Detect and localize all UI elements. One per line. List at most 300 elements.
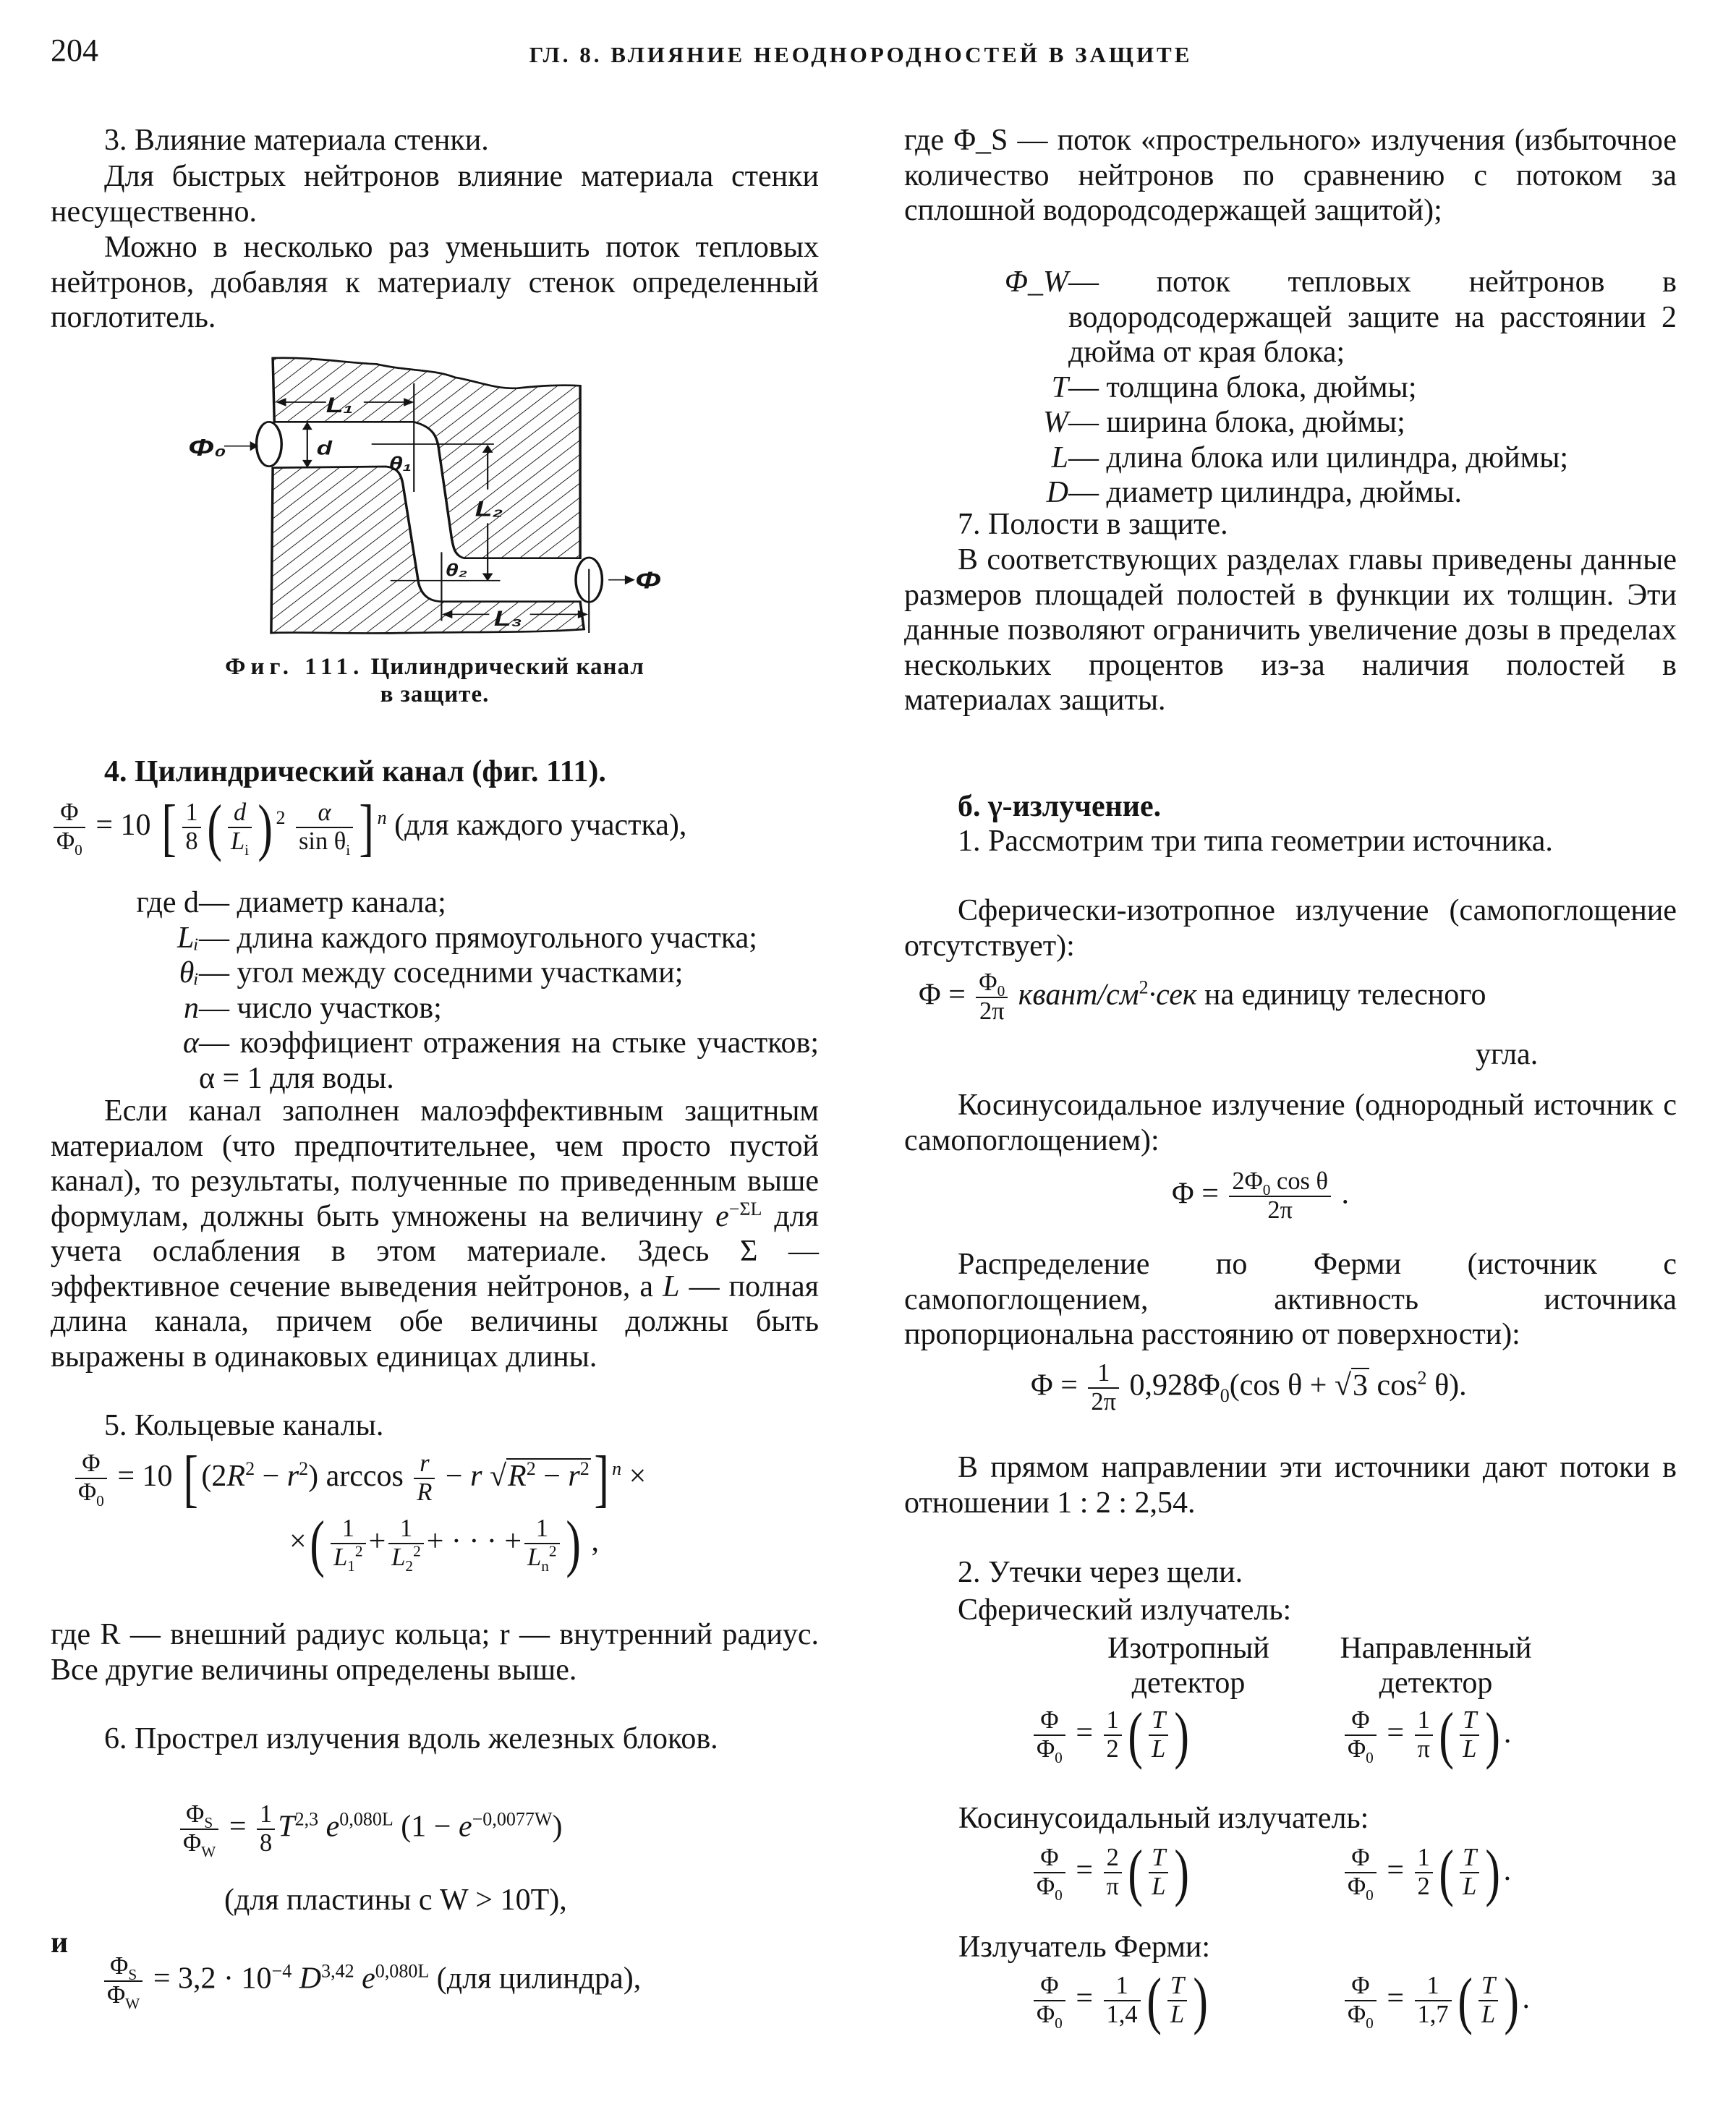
math-fraction <box>1034 1972 1065 2032</box>
math-superscript <box>276 807 285 828</box>
math-text: − <box>438 1459 471 1493</box>
math-text: 0,080L <box>339 1808 393 1830</box>
math-variable: L <box>1170 2001 1185 2029</box>
math-text: × <box>289 1524 307 1558</box>
math-text: S <box>204 1813 213 1831</box>
math-text: 8 <box>260 1829 273 1857</box>
math-text: Φ <box>186 1800 205 1828</box>
math-text: Φ <box>1037 1873 1055 1901</box>
paragraph-text: Можно в несколько раз уменьшить поток тепловых нейтронов, добавляя к материалу стенок определенный поглотитель. <box>51 231 819 334</box>
fraction-denominator <box>180 1829 218 1860</box>
def-text: — толщина блока, дюймы; <box>1068 370 1417 404</box>
math-bracket: ) <box>1504 1965 1520 2036</box>
formula-spherical-directional <box>1342 1700 1512 1771</box>
paragraph-text: Сферически-изотропное излучение (самопоглощение отсутствует): <box>904 894 1677 963</box>
fraction-denominator <box>1460 1736 1479 1763</box>
math-superscript <box>413 1543 421 1560</box>
section-5-after <box>51 1617 819 1687</box>
fraction-numerator <box>1034 1844 1065 1873</box>
math-subscript <box>1366 2014 1374 2032</box>
math-text: = 10 <box>109 1459 181 1493</box>
math-superscript <box>272 1961 292 1982</box>
math-text: Φ <box>78 1478 97 1507</box>
math-text: . <box>1503 1716 1512 1750</box>
math-subscript <box>204 1814 213 1831</box>
radicand <box>1351 1368 1369 1402</box>
math-text: (для цилиндра), <box>429 1962 642 1996</box>
fraction-numerator <box>54 799 85 828</box>
math-fraction <box>1345 1706 1377 1766</box>
isotropic-tail: угла. <box>1476 1038 1539 1071</box>
math-bracket: ) <box>1485 1700 1501 1771</box>
math-text: Φ <box>1348 1735 1366 1763</box>
ratio-paragraph <box>904 1450 1677 1520</box>
math-text: Φ <box>1037 2001 1055 2029</box>
radical-sign-icon: √ <box>489 1459 507 1493</box>
math-text: Φ <box>1348 2001 1366 2029</box>
math-text: cos θ <box>1270 1167 1329 1195</box>
fraction-denominator <box>1415 1736 1433 1763</box>
fraction-numerator <box>180 1801 218 1830</box>
def-text: — поток тепловых нейтронов в водородсодержащей защите на расстоянии 2 дюйма от края блока; <box>1068 265 1677 369</box>
math-variable: r <box>470 1459 482 1493</box>
math-subscript <box>1366 1886 1374 1904</box>
math-variable: R <box>417 1478 433 1507</box>
section-6-heading <box>51 1721 819 1757</box>
math-superscript <box>729 1199 762 1219</box>
math-bracket: ) <box>258 792 273 863</box>
def-text: — длина блока или цилиндра, дюймы; <box>1068 440 1569 474</box>
math-text: 2 <box>299 1457 309 1479</box>
math-variable: e <box>326 1810 340 1844</box>
math-subscript <box>1220 1385 1230 1406</box>
formula-fermi-directional <box>1342 1965 1530 2036</box>
radical-sign-icon: √ <box>1334 1369 1352 1402</box>
math-subscript <box>128 1966 137 1983</box>
math-text: 2 <box>548 1542 557 1560</box>
math-text: 1 <box>1097 1359 1110 1387</box>
fraction-denominator <box>388 1542 424 1575</box>
math-text: 0 <box>1262 1180 1271 1199</box>
math-text: −ΣL <box>728 1198 762 1219</box>
math-sqrt <box>1335 1368 1369 1402</box>
math-text: 0 <box>1366 1748 1374 1766</box>
fraction-numerator <box>1229 1168 1331 1197</box>
math-text: (cos θ + <box>1229 1369 1335 1402</box>
math-text: − <box>535 1459 569 1493</box>
math-bracket: ( <box>207 792 222 863</box>
section-4-definitions <box>51 885 819 1096</box>
fraction-numerator <box>75 1450 107 1479</box>
fraction-numerator <box>524 1515 560 1544</box>
math-text: Φ <box>82 1450 101 1478</box>
fraction-numerator <box>331 1515 366 1544</box>
paragraph-text: Косинусоидальное излучение (однородный источник с самопоглощением): <box>904 1089 1677 1157</box>
fraction-denominator <box>414 1479 435 1507</box>
math-text: 0 <box>1220 1384 1230 1406</box>
cosine-paragraph <box>904 1088 1677 1158</box>
math-text: 0 <box>1055 1748 1063 1766</box>
math-variable: L <box>527 1544 542 1572</box>
math-bracket: ) <box>1174 1700 1190 1771</box>
math-text: Φ <box>1040 1706 1059 1734</box>
math-fraction <box>1415 1707 1433 1763</box>
math-text: 1 <box>1106 1706 1119 1734</box>
math-fraction <box>296 799 353 859</box>
math-text: Φ <box>1348 1873 1366 1901</box>
fraction-numerator <box>976 969 1008 998</box>
fraction-denominator <box>296 827 353 859</box>
column-head-isotropic <box>1087 1631 1290 1701</box>
math-variable: L <box>1481 2001 1496 2029</box>
math-text: 0 <box>1055 1886 1063 1904</box>
math-fraction <box>1088 1360 1119 1416</box>
math-text: Φ = <box>919 978 974 1012</box>
math-variable: L <box>333 1544 348 1572</box>
math-text: 2 <box>245 1457 255 1479</box>
math-fraction <box>1460 1844 1479 1901</box>
gamma-heading <box>904 789 1677 825</box>
fraction-numerator <box>1415 1707 1433 1736</box>
math-text: = <box>1379 1716 1412 1750</box>
section-5-heading <box>51 1408 819 1444</box>
math-text: 2,3 <box>294 1808 319 1830</box>
math-text: = <box>1068 1853 1101 1887</box>
math-text: 2 <box>1106 1735 1119 1763</box>
math-superscript <box>527 1458 536 1479</box>
column-head-directional <box>1313 1631 1559 1701</box>
math-text: 1 <box>347 1557 355 1575</box>
math-text: 2 <box>413 1542 421 1560</box>
math-text: sin θ <box>298 827 346 856</box>
math-text: 1 <box>1417 1706 1430 1734</box>
right-definitions <box>904 265 1677 511</box>
label-phi0: Φ₀ <box>188 434 226 461</box>
math-fraction <box>1034 1706 1065 1766</box>
def-label: L <box>1051 440 1068 474</box>
math-text: 2 <box>354 1542 363 1560</box>
math-text: Φ <box>183 1829 202 1857</box>
fermi-paragraph <box>904 1247 1677 1353</box>
math-variable: L <box>1463 1735 1477 1763</box>
fraction-numerator <box>257 1801 275 1830</box>
math-fraction <box>1345 1972 1377 2032</box>
fraction-denominator <box>54 827 85 859</box>
math-text: 0,080L <box>375 1960 430 1982</box>
fraction-numerator <box>1104 1972 1141 2001</box>
def-text: — диаметр канала; <box>199 886 446 919</box>
fraction-denominator <box>524 1542 560 1575</box>
def-text: — диаметр цилиндра, дюймы. <box>1068 476 1462 509</box>
fraction-numerator <box>228 799 252 828</box>
math-text: 2 <box>276 806 286 828</box>
def-text: — коэффициент отражения на стыке участков; α = 1 для воды. <box>199 1026 819 1095</box>
geometry-paragraph <box>904 824 1677 859</box>
math-subscript <box>1055 1886 1063 1904</box>
math-text: (для каждого участка), <box>386 808 687 842</box>
heading-text: 6. Прострел излучения вдоль железных блоков. <box>104 1722 718 1755</box>
fraction-numerator <box>414 1450 435 1479</box>
math-bracket: ) <box>1174 1837 1190 1908</box>
fraction-denominator <box>1345 1873 1377 1904</box>
math-text: 2 <box>1106 1844 1119 1872</box>
math-variable: e <box>458 1810 472 1844</box>
math-text: W <box>125 1994 140 2012</box>
math-text: Φ <box>60 799 79 827</box>
math-text: ) arccos <box>308 1459 412 1493</box>
math-superscript <box>472 1809 553 1830</box>
math-text: − <box>255 1459 287 1493</box>
math-text: 3 <box>1353 1369 1369 1402</box>
math-subscript <box>541 1557 549 1575</box>
math-text: 1 <box>260 1800 273 1828</box>
math-superscript <box>549 1543 557 1560</box>
math-text: 2 <box>405 1557 414 1575</box>
page-number: 204 <box>51 33 98 68</box>
math-fraction <box>75 1450 107 1510</box>
math-bracket: ( <box>1439 1837 1454 1908</box>
math-subscript <box>125 1995 140 2012</box>
math-variable: T <box>1463 1706 1477 1734</box>
math-variable: T <box>1170 1972 1185 2000</box>
math-subscript <box>1055 1749 1063 1766</box>
fraction-numerator <box>1345 1707 1377 1736</box>
math-text: 2 <box>526 1457 536 1479</box>
formula-cosine-isotropic <box>1031 1837 1193 1908</box>
math-text: 3,42 <box>321 1960 354 1982</box>
paragraph-text: Для быстрых нейтронов влияние материала стенки несущественно. <box>51 160 819 229</box>
math-variable: T <box>1152 1706 1166 1734</box>
math-text: Φ <box>1351 1844 1370 1872</box>
math-text: 0 <box>1366 2014 1374 2032</box>
section-3-heading <box>51 123 819 158</box>
math-bracket: ( <box>1146 1965 1162 2036</box>
math-variable: T <box>278 1810 295 1844</box>
math-text: 0 <box>1055 2014 1063 2032</box>
math-fraction <box>1104 1972 1141 2029</box>
fraction-numerator <box>104 1953 142 1982</box>
math-text: (2 <box>201 1459 227 1493</box>
math-text: Если канал заполнен малоэффективным защитным материалом (что предпочтительнее, чем просто пустой канал), то результаты, полученные по приведенным выше формулам, должны быть умножены на величину <box>51 1094 819 1233</box>
conjunction-and: и <box>51 1926 69 1959</box>
math-bracket: ( <box>310 1508 325 1579</box>
fraction-numerator <box>1034 1972 1065 2001</box>
paragraph-text: где R — внешний радиус кольца; r — внутренний радиус. Все другие величины определены выше. <box>51 1618 819 1687</box>
math-text: . <box>1334 1177 1350 1211</box>
math-bracket: ( <box>1457 1965 1473 2036</box>
section-3-paragraph-2 <box>51 230 819 336</box>
math-text: Φ = <box>1031 1369 1086 1402</box>
plate-condition: (для пластины с W > 10T), <box>224 1883 567 1917</box>
math-text: 1 <box>341 1515 354 1543</box>
def-label: θᵢ <box>179 956 199 989</box>
math-subscript <box>346 841 350 859</box>
radicand <box>506 1458 591 1493</box>
math-text: + <box>368 1524 386 1558</box>
math-superscript <box>355 1543 363 1560</box>
column-head-line: Изотропный <box>1107 1632 1269 1665</box>
fraction-denominator <box>104 1980 142 2012</box>
math-variable: L <box>663 1269 680 1303</box>
math-text: Φ <box>1037 1735 1055 1763</box>
math-text: для учета ослабления в этом материале. Здесь Σ — эффективное сечение выведения нейтронов, а <box>51 1199 819 1303</box>
figure-111-cylindrical-channel <box>188 340 680 644</box>
math-text: Φ <box>1040 1844 1059 1872</box>
running-title: ГЛ. 8. ВЛИЯНИЕ НЕОДНОРОДНОСТЕЙ В ЗАЩИТЕ <box>529 42 1193 67</box>
label-theta2: θ₂ <box>445 561 468 581</box>
math-superscript <box>580 1458 590 1479</box>
heading-text: б. γ-излучение. <box>958 790 1162 823</box>
figure-caption <box>51 653 819 708</box>
fraction-numerator <box>1034 1707 1065 1736</box>
fraction-numerator <box>1345 1844 1377 1873</box>
where-phi-s-paragraph <box>904 123 1677 229</box>
label-L2: L₂ <box>475 496 503 522</box>
def-label: где d <box>136 886 199 919</box>
fraction-denominator <box>75 1478 107 1510</box>
math-bracket: ) <box>566 1508 581 1579</box>
section-7-paragraph <box>904 542 1677 718</box>
math-superscript: n <box>377 806 387 828</box>
fraction-numerator <box>1149 1844 1168 1873</box>
math-bracket: ( <box>1128 1837 1143 1908</box>
math-fraction <box>976 969 1008 1026</box>
math-text: 2 <box>1139 976 1149 998</box>
math-text: — полная длина канала, причем обе величины должны быть выражены в одинаковых единицах длины. <box>51 1269 819 1374</box>
fraction-denominator <box>331 1542 366 1575</box>
def-label: W <box>1043 406 1068 439</box>
math-text: = 10 <box>88 808 159 842</box>
fraction-denominator <box>1478 2001 1498 2029</box>
math-text: 8 <box>185 827 198 856</box>
math-text <box>318 1810 326 1844</box>
column-head-line: Направленный <box>1340 1632 1532 1665</box>
math-variable: T <box>1463 1844 1477 1872</box>
fraction-numerator <box>388 1515 424 1544</box>
math-text: 0 <box>75 840 82 859</box>
formula-isotropic <box>919 969 1691 1026</box>
math-text: 2π <box>979 997 1005 1025</box>
fraction-denominator <box>1229 1197 1331 1225</box>
math-text: 0,928Φ <box>1121 1369 1220 1402</box>
math-variable: e <box>715 1199 729 1233</box>
def-text: — число участков; <box>199 991 442 1025</box>
fraction-denominator <box>182 828 200 856</box>
fraction-denominator <box>1104 2001 1141 2029</box>
math-bracket: ) <box>1485 1837 1501 1908</box>
math-fraction <box>1415 1844 1433 1901</box>
math-variable: T <box>1481 1972 1496 2000</box>
math-text: n <box>541 1557 549 1575</box>
math-superscript <box>339 1809 393 1830</box>
math-bracket: ( <box>1439 1700 1454 1771</box>
def-label: T <box>1051 370 1068 404</box>
fraction-numerator <box>1460 1707 1479 1736</box>
math-text: 0 <box>997 982 1005 1000</box>
math-text <box>292 1962 299 1996</box>
math-text: = <box>1379 1853 1412 1887</box>
math-text: = <box>1068 1716 1101 1750</box>
math-superscript <box>1418 1368 1427 1389</box>
math-fraction <box>388 1515 424 1575</box>
math-text: 0 <box>96 1491 104 1510</box>
math-fraction <box>182 799 200 856</box>
math-bracket: [ <box>161 792 176 863</box>
math-text: π <box>1106 1873 1119 1901</box>
math-text: 1 <box>1417 1844 1430 1872</box>
math-superscript <box>1139 977 1149 998</box>
math-text: 2π <box>1267 1196 1293 1224</box>
math-text: π <box>1417 1735 1430 1763</box>
fraction-numerator <box>1415 1972 1452 2001</box>
fraction-numerator <box>1104 1707 1122 1736</box>
math-text <box>482 1460 490 1493</box>
label-L3: L₃ <box>493 606 522 631</box>
math-variable: α <box>318 799 331 827</box>
math-text: −4 <box>271 1960 292 1982</box>
math-fraction <box>1415 1972 1452 2029</box>
math-text <box>354 1962 362 1996</box>
fraction-denominator <box>1149 1736 1168 1763</box>
math-fraction <box>54 799 85 859</box>
heading-text: 4. Цилиндрический канал (фиг. 111). <box>104 755 606 788</box>
fraction-denominator <box>1034 2001 1065 2032</box>
math-text: , <box>583 1524 599 1558</box>
math-subscript <box>347 1557 355 1575</box>
math-variable: L <box>1463 1873 1477 1901</box>
math-subscript <box>75 841 82 859</box>
formula-plate <box>177 1800 563 1860</box>
fraction-denominator <box>1415 2001 1452 2029</box>
math-fraction <box>180 1800 218 1860</box>
cosine-emitter-label: Косинусоидальный излучатель: <box>958 1802 1369 1835</box>
math-text: = <box>221 1810 255 1844</box>
math-fraction <box>1229 1168 1331 1225</box>
math-text: Φ <box>1040 1972 1059 2000</box>
formula-ring-line-2 <box>289 1508 599 1579</box>
math-fraction <box>524 1515 560 1575</box>
math-text: W <box>201 1842 216 1860</box>
math-variable: L <box>231 827 245 856</box>
math-variable: r <box>286 1459 299 1493</box>
spherical-emitter-label <box>904 1593 1677 1628</box>
math-text: i <box>244 840 250 859</box>
math-superscript <box>295 1809 319 1830</box>
math-text: + · · · + <box>426 1524 522 1558</box>
fraction-denominator <box>257 1830 275 1857</box>
fraction-denominator <box>1167 2001 1187 2029</box>
formula-fermi-isotropic <box>1031 1965 1211 2036</box>
def-label: Φ_W <box>1005 265 1068 299</box>
math-bracket: ) <box>1193 1965 1209 2036</box>
math-fraction <box>1149 1844 1168 1901</box>
label-L1: L₁ <box>326 393 354 417</box>
caption-prefix: Фиг. 111. <box>225 654 365 680</box>
math-variable: L <box>1152 1735 1166 1763</box>
heading-text: 5. Кольцевые каналы. <box>104 1409 384 1442</box>
math-text: (1 − <box>393 1810 459 1844</box>
math-text: = <box>1068 1981 1101 2015</box>
math-subscript <box>201 1843 216 1860</box>
math-fraction <box>1345 1844 1377 1904</box>
math-fraction <box>1460 1707 1479 1763</box>
math-variable: L <box>1152 1873 1166 1901</box>
label-theta1: θ₁ <box>388 452 412 475</box>
label-d: d <box>316 437 333 459</box>
math-text: Φ <box>1351 1706 1370 1734</box>
math-variable: e <box>362 1962 375 1996</box>
formula-cosine-directional <box>1342 1837 1512 1908</box>
